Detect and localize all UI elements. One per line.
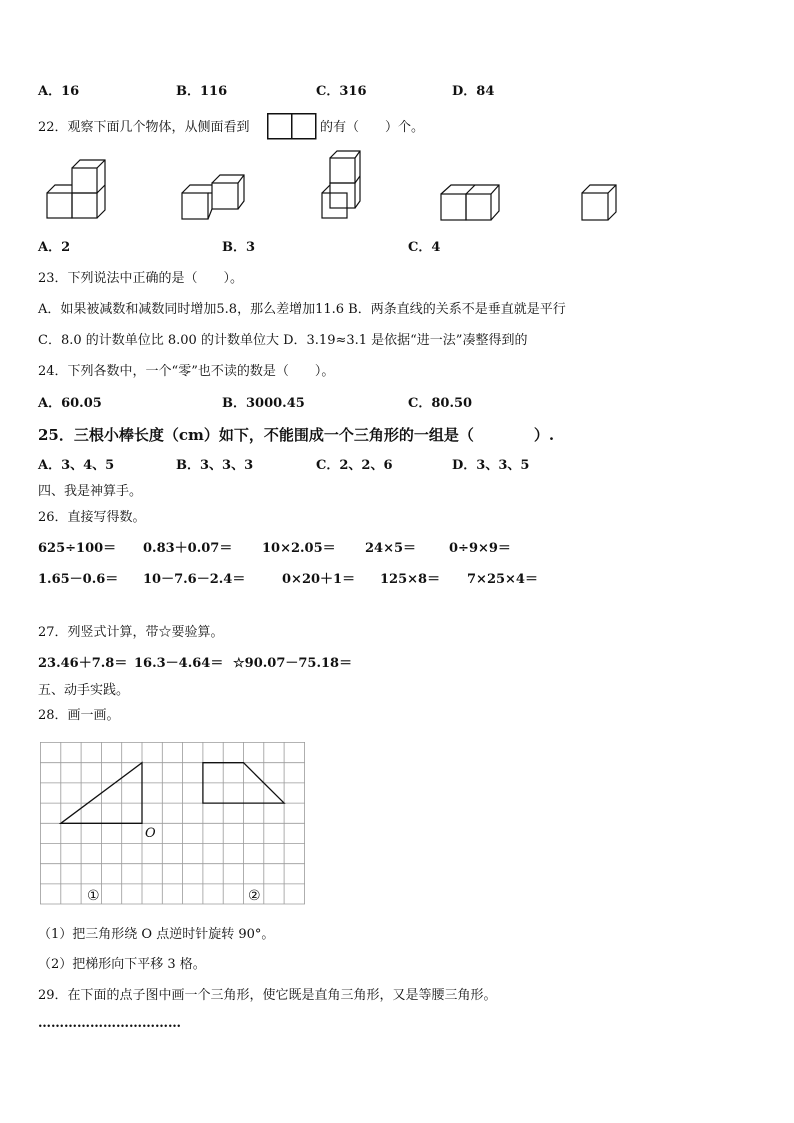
q22-option-a: A．2 [38,240,71,255]
q28-task2: （2）把梯形向下平移 3 格。 [38,957,206,972]
cube-figure-3 [320,155,362,223]
q24-option-c: C．80.50 [408,396,473,411]
q23-line1: A．如果被减数和减数同时增加5.8，那么差增加11.6 B．两条直线的关系不是垂直就是平行 [38,302,566,317]
q22-stem-before: 22．观察下面几个物体，从侧面看到 [38,120,250,135]
q26-item: 0×20＋1＝ [282,572,356,587]
q26-item: 625÷100＝ [38,541,117,556]
q22-option-b: B．3 [222,240,256,255]
q25-option-b: B．3、3、3 [176,458,254,473]
q21-option-d: D．84 [452,84,495,99]
q26-item: 125×8＝ [380,572,441,587]
q26-item: 7×25×4＝ [467,572,538,587]
point-o-label: O [145,826,156,841]
q26-item: 1.65－0.6＝ [38,572,119,587]
q24-option-b: B．3000.45 [222,396,305,411]
figure-label-2: ② [248,888,261,904]
section5-heading: 五、动手实践。 [38,683,130,698]
q28-task1: （1）把三角形绕 O 点逆时针旋转 90°。 [38,927,275,942]
q24-stem: 24．下列各数中，一个“零”也不读的数是（ ）。 [38,364,335,379]
q24-option-a: A．60.05 [38,396,102,411]
q26-item: 0÷9×9＝ [449,541,511,556]
q25-option-c: C．2、2、6 [316,458,393,473]
cube-figure-4 [439,182,503,224]
q22-stem-after: 的有（ ）个。 [320,120,425,135]
q27-item: 23.46＋7.8＝ [38,656,128,671]
q29-stem: 29．在下面的点子图中画一个三角形，使它既是直角三角形，又是等腰三角形。 [38,988,497,1003]
q21-option-a: A．16 [38,84,80,99]
q23-stem: 23．下列说法中正确的是（ ）。 [38,271,244,286]
q21-option-b: B．116 [176,84,228,99]
q26-item: 24×5＝ [365,541,417,556]
q23-line2: C．8.0 的计数单位比 8.00 的计数单位大 D．3.19≈3.1 是依据“进一法”凑整得到的 [38,333,528,348]
q27-stem: 27．列竖式计算，带☆要验算。 [38,625,224,640]
dot-grid-row: …………………………… [38,1016,181,1031]
grid-figure [40,742,307,907]
q27-item: ☆90.07－75.18＝ [233,656,353,671]
cube-figure-2 [180,178,246,224]
q25-option-d: D．3、3、5 [452,458,530,473]
q25-option-a: A．3、4、5 [38,458,115,473]
section4-heading: 四、我是神算手。 [38,484,143,499]
q26-item: 0.83＋0.07＝ [143,541,233,556]
q25-stem: 25．三根小棒长度（cm）如下，不能围成一个三角形的一组是（ ）. [38,426,555,444]
q26-item: 10×2.05＝ [262,541,336,556]
q26-item: 10－7.6－2.4＝ [143,572,246,587]
q26-stem: 26．直接写得数。 [38,510,146,525]
q27-item: 16.3－4.64＝ [134,656,224,671]
side-view-figure [267,113,317,141]
figure-label-1: ① [87,888,100,904]
cube-figure-1 [45,163,105,223]
q22-option-c: C．4 [408,240,441,255]
q28-stem: 28．画一画。 [38,708,120,723]
q21-option-c: C．316 [316,84,367,99]
cube-figure-5 [580,183,622,225]
